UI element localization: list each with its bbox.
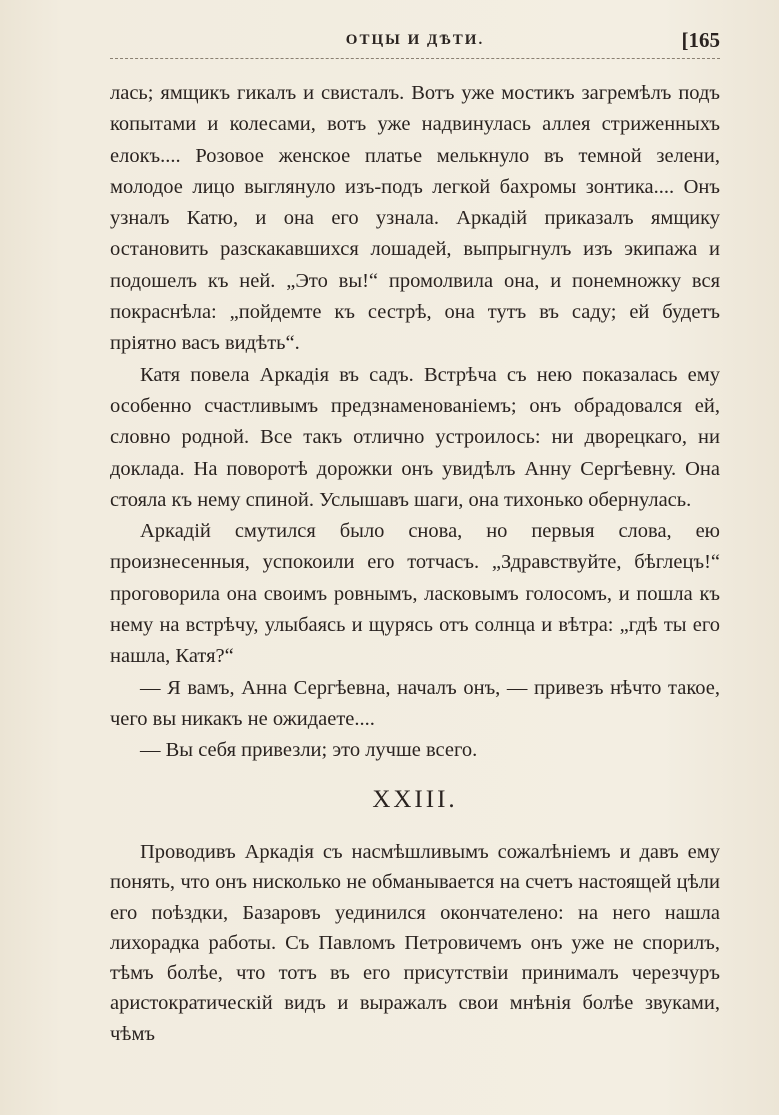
dialogue-line: — Я вамъ, Анна Сергѣевна, началъ онъ, — привезъ нѣчто такое, чего вы никакъ не ожидаете....	[110, 676, 720, 730]
header-rule	[110, 58, 720, 59]
chapter-paragraph: Проводивъ Аркадія съ насмѣшливымъ сожалѣніемъ и давъ ему понять, что онъ нисколько не обманывается на счетъ настоящей цѣли его поѣздки, Базаровъ уединился окончателено: на него нашла лихорадка работы. Съ Павломъ Петровичемъ онъ уже не спорилъ, тѣмъ болѣе, что тотъ въ его присутствіи принималъ черезчуръ аристократическій видъ и выражалъ свои мнѣнія болѣе звуками, чѣмъ	[110, 841, 720, 1045]
paragraph: Аркадій смутился было снова, но первыя слова, ею произнесенныя, успокоили его тотчасъ. „Здравствуйте, бѣглецъ!“ проговорила она своимъ ровнымъ, ласковымъ голосомъ, и пошла къ нему на встрѣчу, улыбаясь и щурясь отъ солнца и вѣтра: „гдѣ ты его нашла, Катя?“	[110, 520, 720, 668]
paragraph-continuation: лась; ямщикъ гикалъ и свисталъ. Вотъ уже мостикъ загремѣлъ подъ копытами и колесами, вотъ уже надвинулась аллея стриженныхъ елокъ.... Розовое женское платье мелькнуло въ темной зелени, молодое лицо выглянуло изъ-подъ легкой бахромы зонтика.... Онъ узналъ Катю, и она его узнала. Аркадій приказалъ ямщику остановить разскакавшихся лошадей, выпрыгнулъ изъ экипажа и подошелъ къ ней. „Это вы!“ промолвила она, и понемножку вся покраснѣла: „пойдемте къ сестрѣ, она тутъ въ саду; ей будетъ пріятно васъ видѣть“.	[110, 82, 720, 355]
chapter-text	[110, 837, 720, 1049]
chapter-heading: XXIII.	[372, 786, 458, 813]
running-title: ОТЦЫ И ДѢТИ.	[345, 32, 485, 48]
dialogue-line: — Вы себя привезли; это лучше всего.	[140, 739, 478, 762]
page-header	[110, 28, 720, 58]
page-number: [165	[681, 28, 720, 52]
body-text	[110, 78, 720, 767]
paragraph: Катя повела Аркадія въ садъ. Встрѣча съ нею показалась ему особенно счастливымъ предзнаменованіемъ; онъ обрадовался ей, словно родной. Все такъ отлично устроилось: ни дворецкаго, ни доклада. На поворотѣ дорожки онъ увидѣлъ Анну Сергѣевну. Она стояла къ нему спиной. Услышавъ шаги, она тихонько обернулась.	[110, 363, 720, 511]
